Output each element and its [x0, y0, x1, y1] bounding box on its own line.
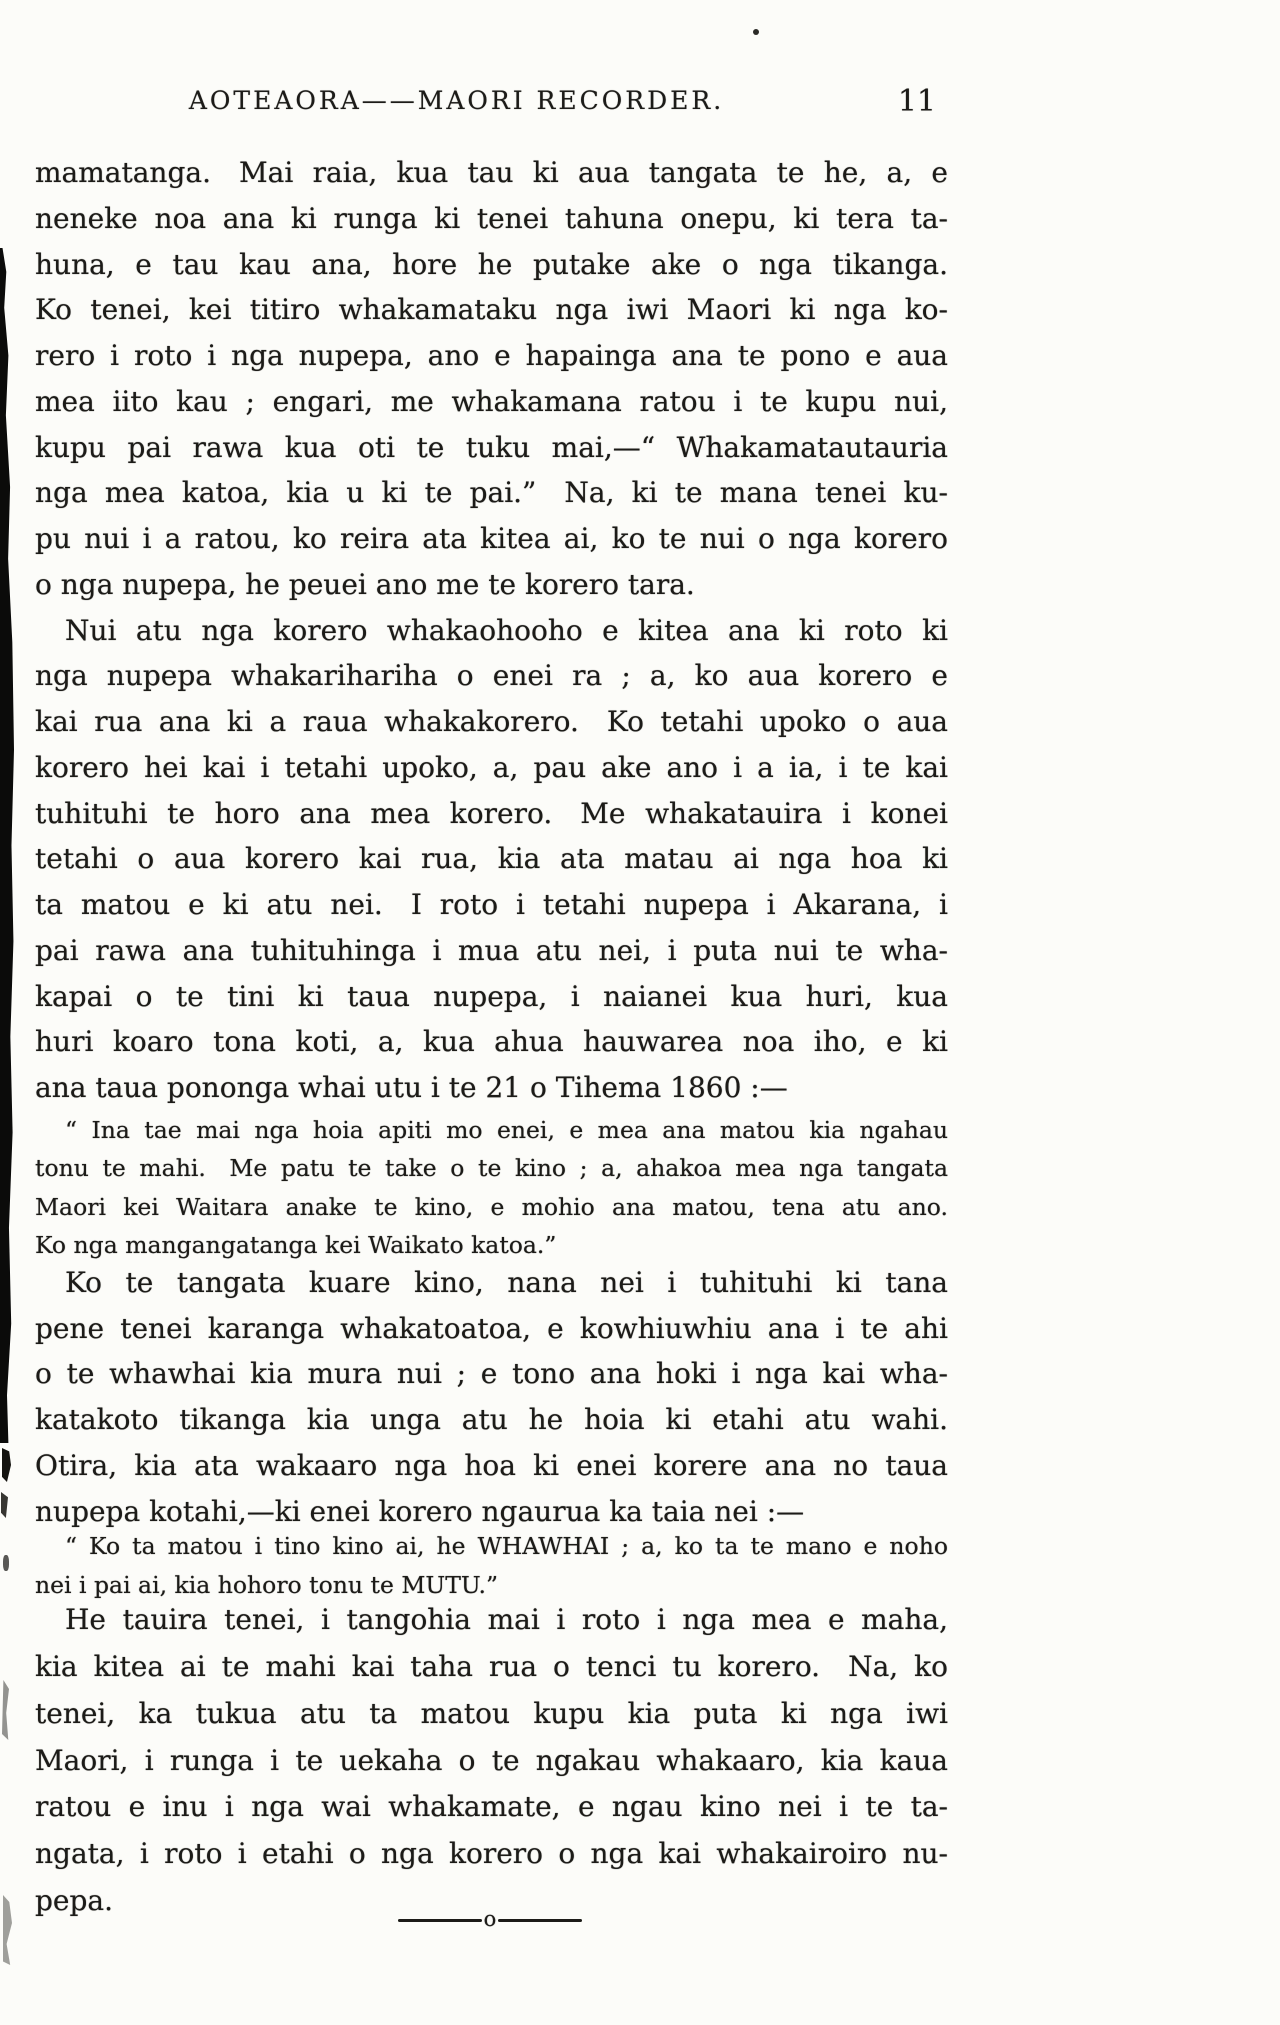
- text-line: nga nupepa whakarihariha o enei ra ; a, ko aua korero e: [35, 659, 948, 693]
- text-line: tonu te mahi. Me patu te take o te kino ; a, ahakoa mea nga tangata: [35, 1154, 948, 1183]
- text-line: mamatanga. Mai raia, kua tau ki aua tangata te he, a, e: [35, 156, 948, 189]
- page-number: 11: [897, 84, 936, 119]
- text-line: kupu pai rawa kua oti te tuku mai,—“ Whakamatautauria: [35, 430, 948, 464]
- text-line: korero hei kai i tetahi upoko, a, pau ake ano i a ia, i te kai: [35, 750, 948, 784]
- text-line: pu nui i a ratou, ko reira ata kitea ai, ko te nui o nga korero: [35, 522, 948, 555]
- text-line: kai rua ana ki a raua whakakorero. Ko tetahi upoko o aua: [35, 705, 948, 738]
- scan-speck: [3, 1555, 9, 1571]
- body-paragraph: [35, 608, 948, 1111]
- text-line: tuhituhi te horo ana mea korero. Me whakatauira i konei: [35, 796, 948, 830]
- ornament-rule-right: [498, 1919, 582, 1922]
- text-line: tetahi o aua korero kai rua, kia ata matau ai nga hoa ki: [35, 842, 948, 876]
- text-line: pai rawa ana tuhituhinga i mua atu nei, i puta nui te wha-: [35, 933, 948, 967]
- scan-speck: [753, 29, 759, 35]
- ornament-rule-left: [398, 1919, 482, 1922]
- text-line: nga mea katoa, kia u ki te pai.” Na, ki te mana tenei ku-: [35, 476, 948, 510]
- text-line: o nga nupepa, he peuei ano me te korero tara.: [35, 567, 695, 601]
- text-line: huna, e tau kau ana, hore he putake ake o nga tikanga.: [35, 247, 948, 281]
- text-line: ngata, i roto i etahi o nga korero o nga kai whakairoiro nu-: [35, 1837, 948, 1871]
- text-line: ta matou e ki atu nei. I roto i tetahi nupepa i Akarana, i: [35, 888, 948, 921]
- page-header: [35, 86, 948, 126]
- text-line: ana taua pononga whai utu i te 21 o Tihema 1860 :—: [35, 1071, 788, 1104]
- text-line: huri koaro tona koti, a, kua ahua hauwarea noa iho, e ki: [35, 1025, 948, 1059]
- text-line: nei i pai ai, kia hohoro tonu te MUTU.”: [35, 1570, 499, 1599]
- page-title: AOTEAORA——MAORI RECORDER.: [188, 86, 725, 115]
- text-line: Ko nga mangangatanga kei Waikato katoa.”: [35, 1231, 557, 1260]
- text-line: Ko te tangata kuare kino, nana nei i tuhituhi ki tana: [65, 1265, 948, 1299]
- text-line: He tauira tenei, i tangohia mai i roto i nga mea e maha,: [65, 1603, 948, 1637]
- text-line: ratou e inu i nga wai whakamate, e ngau kino nei i te ta-: [35, 1790, 948, 1824]
- text-line: Ko tenei, kei titiro whakamataku nga iwi Maori ki nga ko-: [35, 293, 948, 327]
- text-line: “ Ina tae mai nga hoia apiti mo enei, e mea ana matou kia ngahau: [65, 1115, 948, 1144]
- text-line: kia kitea ai te mahi kai taha rua o tenci tu korero. Na, ko: [35, 1650, 948, 1684]
- text-line: rero i roto i nga nupepa, ano e hapainga ana te pono e aua: [35, 339, 948, 372]
- text-line: Otira, kia ata wakaaro nga hoa ki enei korere ana no taua: [35, 1448, 948, 1482]
- text-line: Nui atu nga korero whakaohooho e kitea ana ki roto ki: [65, 613, 948, 647]
- scan-speck: [1, 1492, 8, 1518]
- text-line: o te whawhai kia mura nui ; e tono ana hoki i nga kai wha-: [35, 1357, 948, 1391]
- text-line: kapai o te tini ki taua nupepa, i naianei kua huri, kua: [35, 979, 948, 1013]
- end-ornament: [398, 1908, 582, 1932]
- body-paragraph: [35, 1597, 948, 1925]
- scan-binding-artifact: [0, 248, 14, 1443]
- ornament-glyph: o: [483, 1906, 497, 1931]
- text-line: Maori, i runga i te uekaha o te ngakau whakaaro, kia kaua: [35, 1743, 948, 1777]
- page-text: [35, 150, 948, 1925]
- quoted-paragraph: [35, 1527, 948, 1604]
- body-paragraph: [35, 1260, 948, 1535]
- scan-speck: [2, 1680, 9, 1740]
- text-line: nupepa kotahi,—ki enei korero ngaurua ka taia nei :—: [35, 1494, 805, 1528]
- scan-speck: [3, 1895, 12, 1965]
- text-line: mea iito kau ; engari, me whakamana ratou i te kupu nui,: [35, 384, 948, 418]
- text-line: neneke noa ana ki runga ki tenei tahuna onepu, ki tera ta-: [35, 201, 948, 235]
- text-line: pene tenei karanga whakatoatoa, e kowhiuwhiu ana i te ahi: [35, 1311, 948, 1345]
- scan-speck: [2, 1448, 11, 1482]
- text-line: “ Ko ta matou i tino kino ai, he WHAWHAI ; a, ko ta te mano e noho: [65, 1532, 948, 1561]
- text-line: tenei, ka tukua atu ta matou kupu kia puta ki nga iwi: [35, 1696, 948, 1730]
- text-line: katakoto tikanga kia unga atu he hoia ki etahi atu wahi.: [35, 1403, 948, 1436]
- text-line: Maori kei Waitara anake te kino, e mohio ana matou, tena atu ano.: [35, 1192, 948, 1221]
- quoted-paragraph: [35, 1111, 948, 1265]
- body-paragraph: [35, 150, 948, 608]
- text-line: pepa.: [35, 1884, 114, 1918]
